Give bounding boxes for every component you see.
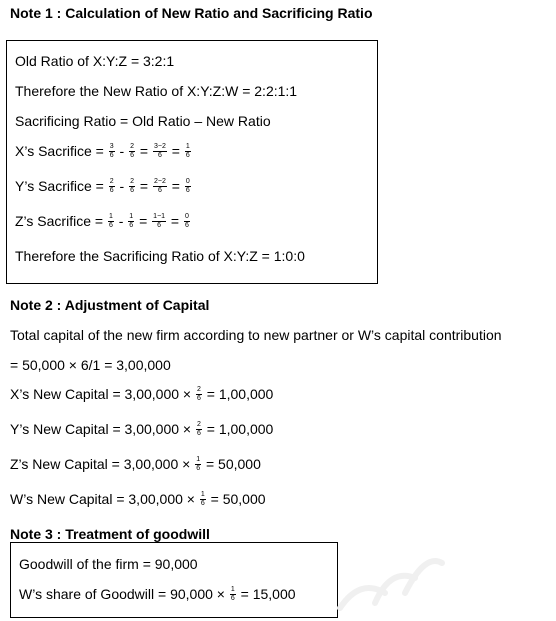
x-sacrifice-label: X’s Sacrifice = (15, 143, 108, 159)
note1-box (6, 40, 378, 284)
note3-box (10, 542, 338, 618)
y-new-capital: Y’s New Capital = 3,00,000 × $\frac{2}{6}$ = 1,00,000 (10, 420, 274, 437)
x-fraction-result: $\frac{1}{6}$ (185, 142, 190, 159)
y-fraction-old: $\frac{2}{6}$ (109, 177, 114, 194)
y-sacrifice-line: Y’s Sacrifice = $\frac{2}{6}$ - $\frac{2}{6}$ = $\frac{2-2}{6}$ = $\frac{0}{6}$ (15, 177, 190, 194)
w-goodwill-fraction: $\frac{1}{6}$ (230, 585, 235, 602)
z-fraction-old: $\frac{1}{6}$ (108, 212, 113, 229)
w-goodwill-share: W’s share of Goodwill = 90,000 × $\frac{1}{6}$ = 15,000 (19, 585, 296, 602)
x-fraction-new: $\frac{2}{6}$ (130, 142, 134, 159)
z-sacrifice-label: Z’s Sacrifice = (15, 213, 107, 229)
total-capital-value: = 50,000 × 6/1 = 3,00,000 (10, 357, 171, 373)
y-fraction-new: $\frac{2}{6}$ (130, 177, 134, 194)
new-ratio: Therefore the New Ratio of X:Y:Z:W = 2:2:1:1 (15, 83, 298, 99)
old-ratio: Old Ratio of X:Y:Z = 3:2:1 (15, 53, 175, 69)
z-new-capital: Z’s New Capital = 3,00,000 × $\frac{1}{6}$ = 50,000 (10, 455, 261, 472)
y-fraction-diff: $\frac{2-2}{6}$ (153, 177, 166, 194)
watermark-stroke-3 (405, 561, 442, 593)
w-capital-fraction: $\frac{1}{6}$ (200, 490, 205, 507)
sacrificing-formula: Sacrificing Ratio = Old Ratio – New Ratio (15, 113, 271, 129)
note1-heading: Note 1 : Calculation of New Ratio and Sacrificing Ratio (10, 5, 373, 21)
x-capital-fraction: $\frac{2}{6}$ (196, 385, 201, 402)
sacrificing-ratio-conclusion: Therefore the Sacrificing Ratio of X:Y:Z = 1:0:0 (15, 248, 305, 264)
x-new-capital: X’s New Capital = 3,00,000 × $\frac{2}{6}$ = 1,00,000 (10, 385, 274, 402)
note2-heading: Note 2 : Adjustment of Capital (10, 297, 210, 313)
z-sacrifice-line: Z’s Sacrifice = $\frac{1}{6}$ - $\frac{1}{6}$ = $\frac{1-1}{6}$ = $\frac{0}{6}$ (15, 212, 189, 229)
watermark-stroke-2 (375, 576, 415, 603)
note3-heading: Note 3 : Treatment of goodwill (10, 526, 210, 542)
x-fraction-old: $\frac{3}{6}$ (109, 142, 114, 159)
goodwill-of-firm: Goodwill of the firm = 90,000 (19, 556, 198, 572)
watermark-stroke-1 (340, 588, 385, 608)
y-capital-fraction: $\frac{2}{6}$ (196, 420, 201, 437)
y-sacrifice-label: Y’s Sacrifice = (15, 178, 108, 194)
watermark-decoration (330, 538, 450, 618)
x-sacrifice-line: X’s Sacrifice = $\frac{3}{6}$ - $\frac{2}{6}$ = $\frac{3-2}{6}$ = $\frac{1}{6}$ (15, 142, 190, 159)
x-fraction-diff: $\frac{3-2}{6}$ (153, 142, 166, 159)
total-capital-intro: Total capital of the new firm according to new partner or W’s capital contribution (10, 327, 502, 343)
z-fraction-new: $\frac{1}{6}$ (129, 212, 134, 229)
z-fraction-diff: $\frac{1-1}{6}$ (153, 212, 166, 229)
z-fraction-result: $\frac{0}{6}$ (185, 212, 189, 229)
w-new-capital: W’s New Capital = 3,00,000 × $\frac{1}{6}$ = 50,000 (10, 490, 266, 507)
z-capital-fraction: $\frac{1}{6}$ (196, 455, 201, 472)
y-fraction-result: $\frac{0}{6}$ (185, 177, 190, 194)
